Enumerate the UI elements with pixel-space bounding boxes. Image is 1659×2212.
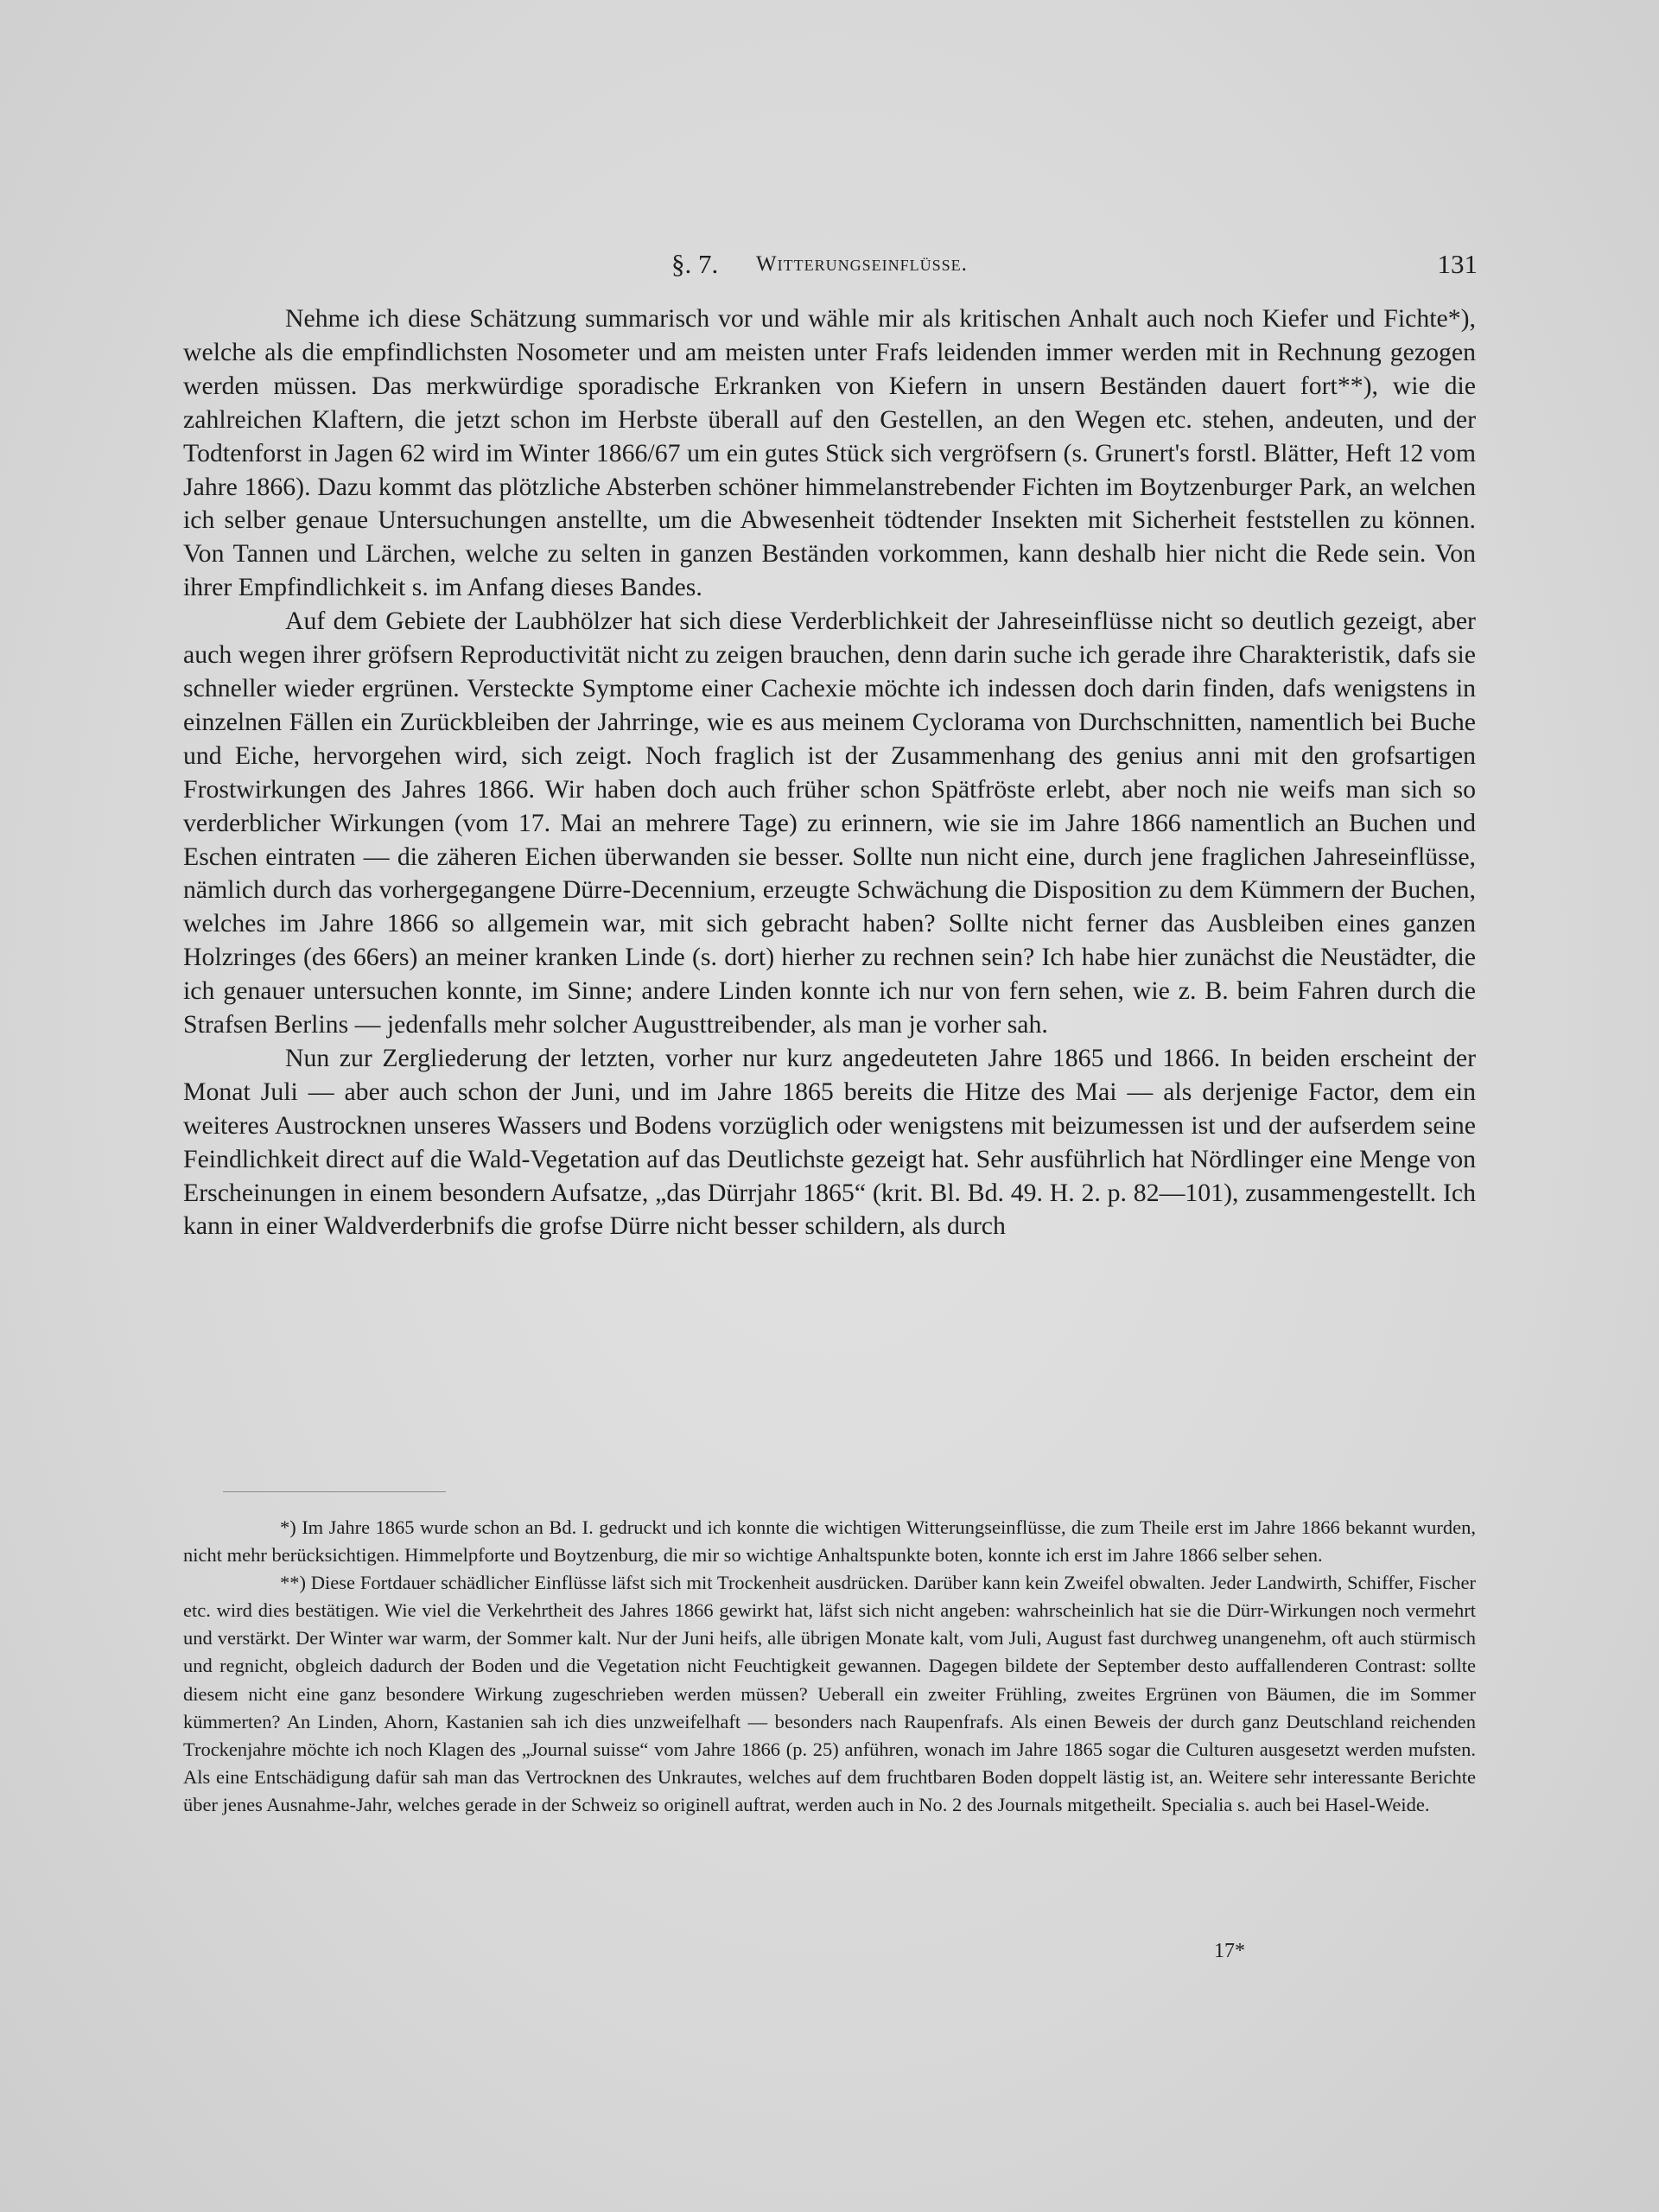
paragraph: Nun zur Zergliederung der letzten, vorher nur kurz angedeuteten Jahre 1865 und 1866. In beiden erscheint der Monat Juli — aber auch schon der Juni, und im Jahre 1865 bereits die Hitze des Mai — als derjenige Factor, dem ein weiteres Austrocknen unseres Wassers und Bodens vorzüglich oder wenigstens mit beizumessen ist und der aufserdem seine Feindlichkeit direct auf die Wald-Vegetation auf das Deutlichste gezeigt hat. Sehr ausführlich hat Nördlinger eine Menge von Erscheinungen in einem besondern Aufsatze, „das Dürrjahr 1865“ (krit. Bl. Bd. 49. H. 2. p. 82—101), zusammengestellt. Ich kann in einer Waldverderbnifs die grofse Dürre nicht besser schildern, als durch	[183, 1043, 1476, 1241]
running-header	[181, 249, 1478, 283]
paragraph: Auf dem Gebiete der Laubhölzer hat sich diese Verderblichkeit der Jahreseinflüsse nicht so deutlich gezeigt, aber auch wegen ihrer gröfsern Reproductivität nicht zu zeigen brauchen, denn darin suche ich gerade ihre Charakteristik, dafs sie schneller wieder ergrünen. Versteckte Symptome einer Cachexie möchte ich indessen doch darin finden, dafs wenigstens in einzelnen Fällen ein Zurückbleiben der Jahrringe, wie es aus meinem Cyclorama von Durchschnitten, namentlich bei Buche und Eiche, hervorgehen wird, sich zeigt. Noch fraglich ist der Zusammenhang des genius anni mit den grofsartigen Frostwirkungen des Jahres 1866. Wir haben doch auch früher schon Spätfröste erlebt, aber noch nie weifs man sich so verderblicher Wirkungen (vom 17. Mai an mehrere Tage) zu erinnern, wie sie im Jahre 1866 namentlich an Buchen und Eschen eintraten — die zäheren Eichen überwanden sie besser. Sollte nun nicht eine, durch jene fraglichen Jahreseinflüsse, nämlich durch das vorhergegangene Dürre-Decennium, erzeugte Schwächung die Disposition zu dem Kümmern der Buchen, welches im Jahre 1866 so allgemein war, mit sich gebracht haben? Sollte nicht ferner das Ausbleiben eines ganzen Holzringes (des 66ers) an meiner kranken Linde (s. dort) hierher zu rechnen sein? Ich habe hier zunächst die Neustädter, die ich genauer untersuchen konnte, im Sinne; andere Linden konnte ich nur von fern sehen, wie z. B. beim Fahren durch die Strafsen Berlins — jedenfalls mehr solcher Augusttreibender, als man je vorher sah.	[183, 607, 1476, 1039]
main-text	[183, 302, 1476, 1243]
signature-mark: 17*	[1214, 1940, 1245, 1962]
footnotes	[183, 1514, 1476, 1819]
footnote-divider	[223, 1491, 446, 1492]
section-title: Witterungseinflüsse.	[756, 252, 968, 276]
paragraph: Nehme ich diese Schätzung summarisch vor und wähle mir als kritischen Anhalt auch noch Kiefer und Fichte*), welche als die empfindlichsten Nosometer und am meisten unter Frafs leidenden immer werden mit in Rechnung gezogen werden müssen. Das merkwürdige sporadische Erkranken von Kiefern in unsern Beständen dauert fort**), wie die zahlreichen Klaftern, die jetzt schon im Herbste überall auf den Gestellen, an den Wegen etc. stehen, andeuten, und der Todtenforst in Jagen 62 wird im Winter 1866/67 um ein gutes Stück sich vergröfsern (s. Grunert's forstl. Blätter, Heft 12 vom Jahre 1866). Dazu kommt das plötzliche Absterben schöner himmelanstrebender Fichten im Boytzenburger Park, an welchen ich selber genaue Untersuchungen anstellte, um die Abwesenheit tödtender Insekten mit Sicherheit feststellen zu können. Von Tannen und Lärchen, welche zu selten in ganzen Beständen vorkommen, kann deshalb hier nicht die Rede sein. Von ihrer Empfindlichkeit s. im Anfang dieses Bandes.	[183, 304, 1476, 602]
page-number: 131	[1437, 249, 1478, 279]
footnote: **) Diese Fortdauer schädlicher Einflüsse läfst sich mit Trockenheit ausdrücken. Darüber kann kein Zweifel obwalten. Jeder Landwirth, Schiffer, Fischer etc. wird dies bestätigen. Wie viel die Verkehrtheit des Jahres 1866 gewirkt hat, läfst sich nicht angeben: wahrscheinlich hat sie die Dürr-Wirkungen noch vermehrt und verstärkt. Der Winter war warm, der Sommer kalt. Nur der Juni heifs, alle übrigen Monate kalt, vom Juli, August fast durchweg unangenehm, oft auch stürmisch und regnicht, obgleich dadurch der Boden und die Vegetation nicht Feuchtigkeit gewannen. Dagegen bildete der September desto auffallenderen Contrast: sollte diesem nicht eine ganz besondere Wirkung zugeschrieben werden müssen? Ueberall ein zweiter Frühling, zweites Ergrünen von Bäumen, die im Sommer kümmerten? An Linden, Ahorn, Kastanien sah ich dies unzweifelhaft — besonders nach Raupenfrafs. Als einen Beweis der durch ganz Deutschland reichenden Trockenjahre möchte ich noch Klagen des „Journal suisse“ vom Jahre 1866 (p. 25) anführen, wonach im Jahre 1865 sogar die Culturen ausgesetzt werden mufsten. Als eine Entschädigung dafür sah man das Vertrocknen des Unkrautes, welches auf dem fruchtbaren Boden doppelt lästig ist, an. Weitere sehr interessante Berichte über jenes Ausnahme-Jahr, welches gerade in der Schweiz so originell auftrat, werden auch in No. 2 des Journals mitgetheilt. Specialia s. auch bei Hasel-Weide.	[183, 1572, 1476, 1815]
section-number: §. 7.	[671, 249, 719, 279]
footnote: *) Im Jahre 1865 wurde schon an Bd. I. gedruckt und ich konnte die wichtigen Witterungseinflüsse, die zum Theile erst im Jahre 1866 bekannt wurden, nicht mehr berücksichtigen. Himmelpforte und Boytzenburg, die mir so wichtige Anhaltspunkte boten, konnte ich erst im Jahre 1866 selber sehen.	[183, 1516, 1476, 1567]
